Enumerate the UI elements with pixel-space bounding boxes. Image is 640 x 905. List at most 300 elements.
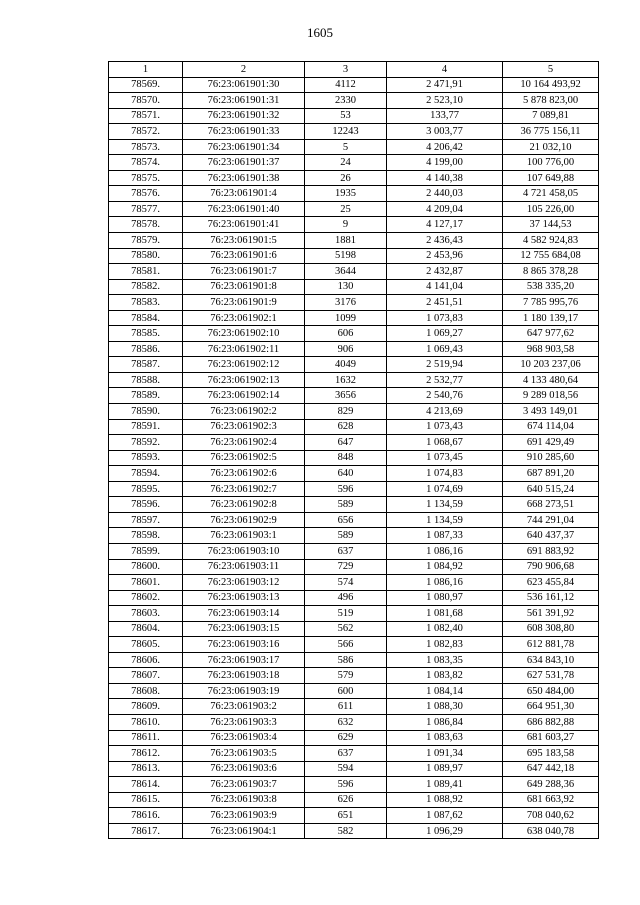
row-number-cell: 78579.	[109, 233, 183, 249]
table-row	[109, 404, 599, 420]
table-row	[109, 528, 599, 544]
row-number-cell: 78593.	[109, 450, 183, 466]
rate-cell: 1 086,16	[387, 575, 503, 591]
cadastral-number-cell: 76:23:061902:1	[183, 310, 305, 326]
value-cell: 37 144,53	[503, 217, 599, 233]
area-cell: 594	[305, 761, 387, 777]
area-cell: 640	[305, 466, 387, 482]
value-cell: 5 878 823,00	[503, 93, 599, 109]
value-cell: 100 776,00	[503, 155, 599, 171]
table-row	[109, 512, 599, 528]
row-number-cell: 78581.	[109, 264, 183, 280]
row-number-cell: 78595.	[109, 481, 183, 497]
table-row	[109, 590, 599, 606]
row-number-cell: 78604.	[109, 621, 183, 637]
table-row	[109, 466, 599, 482]
table-row	[109, 808, 599, 824]
value-cell: 649 288,36	[503, 777, 599, 793]
value-cell: 668 273,51	[503, 497, 599, 513]
row-number-cell: 78616.	[109, 808, 183, 824]
value-cell: 695 183,58	[503, 746, 599, 762]
row-number-cell: 78610.	[109, 714, 183, 730]
area-cell: 24	[305, 155, 387, 171]
area-cell: 582	[305, 823, 387, 839]
value-cell: 561 391,92	[503, 606, 599, 622]
cadastral-number-cell: 76:23:061902:13	[183, 372, 305, 388]
value-cell: 4 133 480,64	[503, 372, 599, 388]
cadastral-number-cell: 76:23:061901:7	[183, 264, 305, 280]
rate-cell: 2 523,10	[387, 93, 503, 109]
cadastral-number-cell: 76:23:061901:33	[183, 124, 305, 140]
area-cell: 589	[305, 497, 387, 513]
rate-cell: 2 519,94	[387, 357, 503, 373]
column-number-2: 2	[183, 62, 305, 78]
value-cell: 7 089,81	[503, 108, 599, 124]
table-row	[109, 186, 599, 202]
column-number-3: 3	[305, 62, 387, 78]
value-cell: 686 882,88	[503, 714, 599, 730]
area-cell: 4112	[305, 77, 387, 93]
cadastral-number-cell: 76:23:061903:19	[183, 683, 305, 699]
value-cell: 744 291,04	[503, 512, 599, 528]
area-cell: 2330	[305, 93, 387, 109]
table-row	[109, 248, 599, 264]
row-number-cell: 78596.	[109, 497, 183, 513]
value-cell: 691 429,49	[503, 435, 599, 451]
rate-cell: 3 003,77	[387, 124, 503, 140]
row-number-cell: 78598.	[109, 528, 183, 544]
area-cell: 647	[305, 435, 387, 451]
data-table	[108, 61, 599, 839]
area-cell: 3644	[305, 264, 387, 280]
cadastral-number-cell: 76:23:061901:30	[183, 77, 305, 93]
area-cell: 906	[305, 341, 387, 357]
table-row	[109, 170, 599, 186]
table-row	[109, 139, 599, 155]
cadastral-number-cell: 76:23:061903:4	[183, 730, 305, 746]
row-number-cell: 78606.	[109, 652, 183, 668]
value-cell: 12 755 684,08	[503, 248, 599, 264]
row-number-cell: 78608.	[109, 683, 183, 699]
area-cell: 628	[305, 419, 387, 435]
value-cell: 105 226,00	[503, 201, 599, 217]
value-cell: 538 335,20	[503, 279, 599, 295]
cadastral-number-cell: 76:23:061902:9	[183, 512, 305, 528]
area-cell: 637	[305, 543, 387, 559]
table-row	[109, 761, 599, 777]
table-row	[109, 201, 599, 217]
value-cell: 674 114,04	[503, 419, 599, 435]
cadastral-number-cell: 76:23:061903:2	[183, 699, 305, 715]
row-number-cell: 78571.	[109, 108, 183, 124]
table-row	[109, 341, 599, 357]
cadastral-number-cell: 76:23:061901:34	[183, 139, 305, 155]
rate-cell: 4 140,38	[387, 170, 503, 186]
area-cell: 5	[305, 139, 387, 155]
area-cell: 586	[305, 652, 387, 668]
table-row	[109, 606, 599, 622]
cadastral-number-cell: 76:23:061902:14	[183, 388, 305, 404]
table-row	[109, 575, 599, 591]
rate-cell: 1 069,43	[387, 341, 503, 357]
table-row	[109, 419, 599, 435]
rate-cell: 1 084,92	[387, 559, 503, 575]
table-row	[109, 559, 599, 575]
cadastral-number-cell: 76:23:061903:9	[183, 808, 305, 824]
cadastral-number-cell: 76:23:061902:5	[183, 450, 305, 466]
row-number-cell: 78586.	[109, 341, 183, 357]
value-cell: 10 164 493,92	[503, 77, 599, 93]
rate-cell: 2 540,76	[387, 388, 503, 404]
table-row	[109, 746, 599, 762]
value-cell: 627 531,78	[503, 668, 599, 684]
cadastral-number-cell: 76:23:061902:2	[183, 404, 305, 420]
value-cell: 4 721 458,05	[503, 186, 599, 202]
row-number-cell: 78603.	[109, 606, 183, 622]
cadastral-number-cell: 76:23:061902:6	[183, 466, 305, 482]
value-cell: 640 515,24	[503, 481, 599, 497]
rate-cell: 1 074,69	[387, 481, 503, 497]
area-cell: 3176	[305, 295, 387, 311]
cadastral-number-cell: 76:23:061902:3	[183, 419, 305, 435]
row-number-cell: 78585.	[109, 326, 183, 342]
row-number-cell: 78588.	[109, 372, 183, 388]
rate-cell: 4 127,17	[387, 217, 503, 233]
area-cell: 637	[305, 746, 387, 762]
table-row	[109, 233, 599, 249]
table-row	[109, 730, 599, 746]
cadastral-number-cell: 76:23:061902:8	[183, 497, 305, 513]
rate-cell: 1 088,30	[387, 699, 503, 715]
row-number-cell: 78605.	[109, 637, 183, 653]
rate-cell: 2 451,51	[387, 295, 503, 311]
row-number-cell: 78602.	[109, 590, 183, 606]
rate-cell: 2 436,43	[387, 233, 503, 249]
row-number-cell: 78607.	[109, 668, 183, 684]
rate-cell: 1 089,41	[387, 777, 503, 793]
value-cell: 608 308,80	[503, 621, 599, 637]
cadastral-number-cell: 76:23:061902:4	[183, 435, 305, 451]
value-cell: 4 582 924,83	[503, 233, 599, 249]
cadastral-number-cell: 76:23:061903:10	[183, 543, 305, 559]
value-cell: 681 663,92	[503, 792, 599, 808]
rate-cell: 1 083,82	[387, 668, 503, 684]
table-row	[109, 264, 599, 280]
rate-cell: 1 087,33	[387, 528, 503, 544]
rate-cell: 1 082,40	[387, 621, 503, 637]
cadastral-number-cell: 76:23:061903:16	[183, 637, 305, 653]
cadastral-number-cell: 76:23:061901:37	[183, 155, 305, 171]
cadastral-number-cell: 76:23:061903:7	[183, 777, 305, 793]
rate-cell: 1 074,83	[387, 466, 503, 482]
cadastral-number-cell: 76:23:061903:12	[183, 575, 305, 591]
column-number-row	[109, 62, 599, 78]
area-cell: 1099	[305, 310, 387, 326]
value-cell: 640 437,37	[503, 528, 599, 544]
cadastral-number-cell: 76:23:061904:1	[183, 823, 305, 839]
area-cell: 651	[305, 808, 387, 824]
table-row	[109, 108, 599, 124]
row-number-cell: 78574.	[109, 155, 183, 171]
table-row	[109, 93, 599, 109]
value-cell: 647 442,18	[503, 761, 599, 777]
cadastral-number-cell: 76:23:061902:10	[183, 326, 305, 342]
area-cell: 629	[305, 730, 387, 746]
area-cell: 1632	[305, 372, 387, 388]
row-number-cell: 78611.	[109, 730, 183, 746]
cadastral-number-cell: 76:23:061903:14	[183, 606, 305, 622]
table-row	[109, 481, 599, 497]
cadastral-number-cell: 76:23:061903:8	[183, 792, 305, 808]
row-number-cell: 78590.	[109, 404, 183, 420]
area-cell: 589	[305, 528, 387, 544]
value-cell: 790 906,68	[503, 559, 599, 575]
table-row	[109, 372, 599, 388]
table-row	[109, 310, 599, 326]
area-cell: 729	[305, 559, 387, 575]
cadastral-number-cell: 76:23:061903:15	[183, 621, 305, 637]
row-number-cell: 78572.	[109, 124, 183, 140]
row-number-cell: 78569.	[109, 77, 183, 93]
table-row	[109, 450, 599, 466]
table-row	[109, 295, 599, 311]
area-cell: 606	[305, 326, 387, 342]
cadastral-number-cell: 76:23:061902:11	[183, 341, 305, 357]
area-cell: 26	[305, 170, 387, 186]
row-number-cell: 78600.	[109, 559, 183, 575]
table-row	[109, 388, 599, 404]
row-number-cell: 78577.	[109, 201, 183, 217]
rate-cell: 1 073,83	[387, 310, 503, 326]
column-number-1: 1	[109, 62, 183, 78]
value-cell: 968 903,58	[503, 341, 599, 357]
row-number-cell: 78617.	[109, 823, 183, 839]
row-number-cell: 78580.	[109, 248, 183, 264]
value-cell: 10 203 237,06	[503, 357, 599, 373]
row-number-cell: 78594.	[109, 466, 183, 482]
table-row	[109, 823, 599, 839]
row-number-cell: 78589.	[109, 388, 183, 404]
table-row	[109, 621, 599, 637]
row-number-cell: 78584.	[109, 310, 183, 326]
value-cell: 638 040,78	[503, 823, 599, 839]
cadastral-number-cell: 76:23:061903:13	[183, 590, 305, 606]
row-number-cell: 78612.	[109, 746, 183, 762]
area-cell: 25	[305, 201, 387, 217]
table-row	[109, 217, 599, 233]
rate-cell: 1 084,14	[387, 683, 503, 699]
area-cell: 496	[305, 590, 387, 606]
table-row	[109, 357, 599, 373]
value-cell: 36 775 156,11	[503, 124, 599, 140]
table-row	[109, 668, 599, 684]
rate-cell: 1 086,16	[387, 543, 503, 559]
row-number-cell: 78614.	[109, 777, 183, 793]
area-cell: 600	[305, 683, 387, 699]
area-cell: 1881	[305, 233, 387, 249]
rate-cell: 133,77	[387, 108, 503, 124]
row-number-cell: 78578.	[109, 217, 183, 233]
value-cell: 650 484,00	[503, 683, 599, 699]
column-number-5: 5	[503, 62, 599, 78]
row-number-cell: 78615.	[109, 792, 183, 808]
value-cell: 634 843,10	[503, 652, 599, 668]
area-cell: 53	[305, 108, 387, 124]
rate-cell: 1 082,83	[387, 637, 503, 653]
row-number-cell: 78582.	[109, 279, 183, 295]
rate-cell: 2 453,96	[387, 248, 503, 264]
cadastral-number-cell: 76:23:061901:38	[183, 170, 305, 186]
table-row	[109, 699, 599, 715]
value-cell: 1 180 139,17	[503, 310, 599, 326]
cadastral-number-cell: 76:23:061903:3	[183, 714, 305, 730]
area-cell: 611	[305, 699, 387, 715]
cadastral-number-cell: 76:23:061902:7	[183, 481, 305, 497]
table-row	[109, 683, 599, 699]
value-cell: 664 951,30	[503, 699, 599, 715]
area-cell: 848	[305, 450, 387, 466]
rate-cell: 1 096,29	[387, 823, 503, 839]
value-cell: 7 785 995,76	[503, 295, 599, 311]
row-number-cell: 78597.	[109, 512, 183, 528]
cadastral-number-cell: 76:23:061901:31	[183, 93, 305, 109]
value-cell: 21 032,10	[503, 139, 599, 155]
table-row	[109, 279, 599, 295]
table-body	[109, 77, 599, 839]
rate-cell: 2 440,03	[387, 186, 503, 202]
rate-cell: 1 134,59	[387, 497, 503, 513]
row-number-cell: 78601.	[109, 575, 183, 591]
value-cell: 691 883,92	[503, 543, 599, 559]
area-cell: 9	[305, 217, 387, 233]
value-cell: 107 649,88	[503, 170, 599, 186]
area-cell: 519	[305, 606, 387, 622]
cadastral-number-cell: 76:23:061901:41	[183, 217, 305, 233]
area-cell: 596	[305, 777, 387, 793]
rate-cell: 4 206,42	[387, 139, 503, 155]
rate-cell: 1 088,92	[387, 792, 503, 808]
table-row	[109, 652, 599, 668]
rate-cell: 2 432,87	[387, 264, 503, 280]
cadastral-number-cell: 76:23:061901:32	[183, 108, 305, 124]
area-cell: 5198	[305, 248, 387, 264]
value-cell: 8 865 378,28	[503, 264, 599, 280]
table-row	[109, 77, 599, 93]
row-number-cell: 78570.	[109, 93, 183, 109]
area-cell: 3656	[305, 388, 387, 404]
row-number-cell: 78583.	[109, 295, 183, 311]
cadastral-number-cell: 76:23:061903:6	[183, 761, 305, 777]
area-cell: 829	[305, 404, 387, 420]
value-cell: 708 040,62	[503, 808, 599, 824]
rate-cell: 1 081,68	[387, 606, 503, 622]
table-row	[109, 637, 599, 653]
cadastral-number-cell: 76:23:061901:5	[183, 233, 305, 249]
row-number-cell: 78587.	[109, 357, 183, 373]
area-cell: 562	[305, 621, 387, 637]
table-row	[109, 497, 599, 513]
cadastral-number-cell: 76:23:061903:11	[183, 559, 305, 575]
cadastral-number-cell: 76:23:061901:6	[183, 248, 305, 264]
table-row	[109, 326, 599, 342]
rate-cell: 1 073,43	[387, 419, 503, 435]
table-row	[109, 124, 599, 140]
cadastral-number-cell: 76:23:061901:9	[183, 295, 305, 311]
rate-cell: 1 068,67	[387, 435, 503, 451]
rate-cell: 2 532,77	[387, 372, 503, 388]
cadastral-number-cell: 76:23:061903:5	[183, 746, 305, 762]
cadastral-number-cell: 76:23:061903:18	[183, 668, 305, 684]
value-cell: 9 289 018,56	[503, 388, 599, 404]
row-number-cell: 78613.	[109, 761, 183, 777]
rate-cell: 1 087,62	[387, 808, 503, 824]
area-cell: 596	[305, 481, 387, 497]
area-cell: 626	[305, 792, 387, 808]
area-cell: 574	[305, 575, 387, 591]
table-row	[109, 435, 599, 451]
column-number-4: 4	[387, 62, 503, 78]
rate-cell: 1 089,97	[387, 761, 503, 777]
table-row	[109, 792, 599, 808]
rate-cell: 1 073,45	[387, 450, 503, 466]
rate-cell: 4 213,69	[387, 404, 503, 420]
value-cell: 647 977,62	[503, 326, 599, 342]
area-cell: 1935	[305, 186, 387, 202]
value-cell: 623 455,84	[503, 575, 599, 591]
rate-cell: 1 086,84	[387, 714, 503, 730]
rate-cell: 1 083,35	[387, 652, 503, 668]
value-cell: 681 603,27	[503, 730, 599, 746]
rate-cell: 4 141,04	[387, 279, 503, 295]
cadastral-number-cell: 76:23:061903:1	[183, 528, 305, 544]
area-cell: 656	[305, 512, 387, 528]
rate-cell: 1 134,59	[387, 512, 503, 528]
value-cell: 910 285,60	[503, 450, 599, 466]
table-row	[109, 155, 599, 171]
area-cell: 130	[305, 279, 387, 295]
area-cell: 579	[305, 668, 387, 684]
value-cell: 687 891,20	[503, 466, 599, 482]
rate-cell: 4 209,04	[387, 201, 503, 217]
cadastral-number-cell: 76:23:061901:40	[183, 201, 305, 217]
rate-cell: 1 080,97	[387, 590, 503, 606]
value-cell: 612 881,78	[503, 637, 599, 653]
cadastral-number-cell: 76:23:061901:4	[183, 186, 305, 202]
row-number-cell: 78575.	[109, 170, 183, 186]
area-cell: 4049	[305, 357, 387, 373]
area-cell: 566	[305, 637, 387, 653]
row-number-cell: 78576.	[109, 186, 183, 202]
page-number: 1605	[307, 25, 333, 40]
value-cell: 536 161,12	[503, 590, 599, 606]
table-row	[109, 777, 599, 793]
rate-cell: 1 069,27	[387, 326, 503, 342]
rate-cell: 2 471,91	[387, 77, 503, 93]
value-cell: 3 493 149,01	[503, 404, 599, 420]
area-cell: 632	[305, 714, 387, 730]
row-number-cell: 78592.	[109, 435, 183, 451]
rate-cell: 1 083,63	[387, 730, 503, 746]
table-row	[109, 543, 599, 559]
row-number-cell: 78573.	[109, 139, 183, 155]
area-cell: 12243	[305, 124, 387, 140]
cadastral-number-cell: 76:23:061902:12	[183, 357, 305, 373]
rate-cell: 1 091,34	[387, 746, 503, 762]
rate-cell: 4 199,00	[387, 155, 503, 171]
table-row	[109, 714, 599, 730]
row-number-cell: 78609.	[109, 699, 183, 715]
cadastral-number-cell: 76:23:061901:8	[183, 279, 305, 295]
